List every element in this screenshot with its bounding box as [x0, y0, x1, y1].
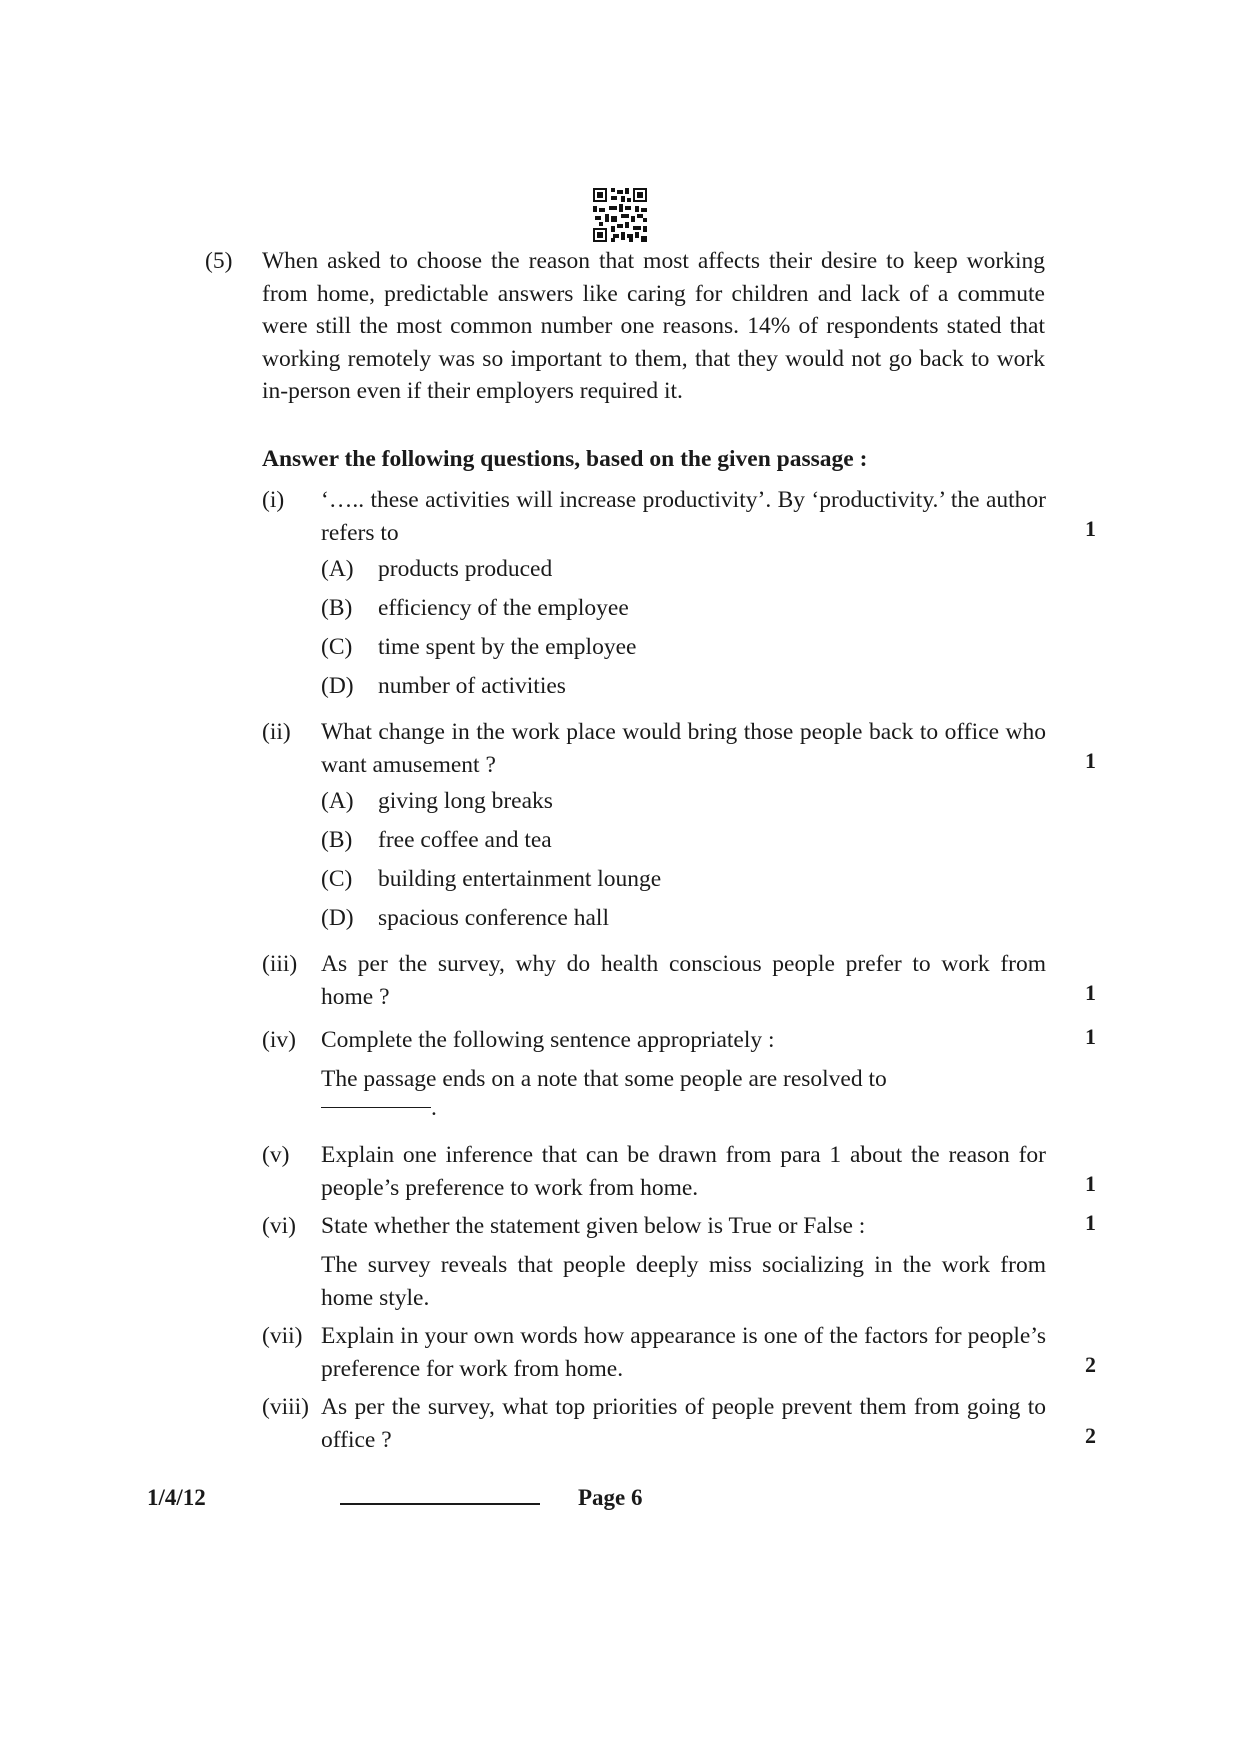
question-number: (i) — [262, 487, 285, 513]
question-number: (vi) — [262, 1213, 296, 1239]
question-text: State whether the statement given below is True or False : — [321, 1213, 866, 1239]
option-text: efficiency of the employee — [378, 595, 629, 621]
option-text: giving long breaks — [378, 788, 553, 814]
option-text: building entertainment lounge — [378, 866, 662, 892]
marks: 1 — [1085, 748, 1096, 773]
option-text: spacious conference hall — [378, 905, 609, 931]
option-label: (D) — [321, 905, 354, 931]
question-number: (iv) — [262, 1027, 296, 1053]
sentence-stem: The passage ends on a note that some people are resolved to — [321, 1066, 887, 1092]
question-text: As per the survey, why do health conscious people prefer to work from home ? — [321, 951, 1046, 1010]
option-label: (A) — [321, 788, 354, 814]
marks: 1 — [1085, 1210, 1096, 1235]
question-number: (v) — [262, 1142, 290, 1168]
option-label: (B) — [321, 827, 353, 853]
marks: 1 — [1085, 1024, 1096, 1049]
footer-rule — [340, 1503, 540, 1505]
question-text: As per the survey, what top priorities of people prevent them from going to office ? — [321, 1394, 1046, 1453]
option-text: time spent by the employee — [378, 634, 637, 660]
paragraph-text: When asked to choose the reason that most affects their desire to keep working from home, predictable answers like caring for children and lack of a commute were still the most common number one reasons. 14% of respondents stated that working remotely was so important to them, that they would not go back to work in-person even if their employers required it. — [262, 248, 1045, 404]
question-number: (ii) — [262, 719, 291, 745]
question-text: Explain one inference that can be drawn from para 1 about the reason for people’s preference to work from home. — [321, 1142, 1046, 1201]
marks: 2 — [1085, 1423, 1096, 1448]
question-text: ‘….. these activities will increase productivity’. By ‘productivity.’ the author refers to — [321, 487, 1046, 546]
question-text: Explain in your own words how appearance is one of the factors for people’s preference for work from home. — [321, 1323, 1046, 1382]
marks: 1 — [1085, 980, 1096, 1005]
paragraph-number: (5) — [205, 248, 233, 274]
question-text: What change in the work place would bring those people back to office who want amusement ? — [321, 719, 1046, 778]
marks: 1 — [1085, 516, 1096, 541]
instruction-heading: Answer the following questions, based on the given passage : — [262, 446, 868, 472]
option-label: (B) — [321, 595, 353, 621]
option-label: (C) — [321, 634, 353, 660]
answer-blank — [321, 1107, 431, 1108]
true-false-statement: The survey reveals that people deeply miss socializing in the work from home style. — [321, 1252, 1046, 1311]
qr-code — [593, 188, 647, 242]
option-label: (A) — [321, 556, 354, 582]
option-label: (C) — [321, 866, 353, 892]
paper-code: 1/4/12 — [147, 1485, 206, 1510]
option-text: products produced — [378, 556, 553, 582]
page-number: Page 6 — [578, 1485, 643, 1510]
question-number: (vii) — [262, 1323, 303, 1349]
blank-period: . — [431, 1095, 437, 1121]
option-label: (D) — [321, 673, 354, 699]
marks: 2 — [1085, 1352, 1096, 1377]
question-number: (iii) — [262, 951, 298, 977]
option-text: number of activities — [378, 673, 566, 699]
question-text: Complete the following sentence appropriately : — [321, 1027, 775, 1053]
option-text: free coffee and tea — [378, 827, 552, 853]
question-number: (viii) — [262, 1394, 309, 1420]
marks: 1 — [1085, 1171, 1096, 1196]
